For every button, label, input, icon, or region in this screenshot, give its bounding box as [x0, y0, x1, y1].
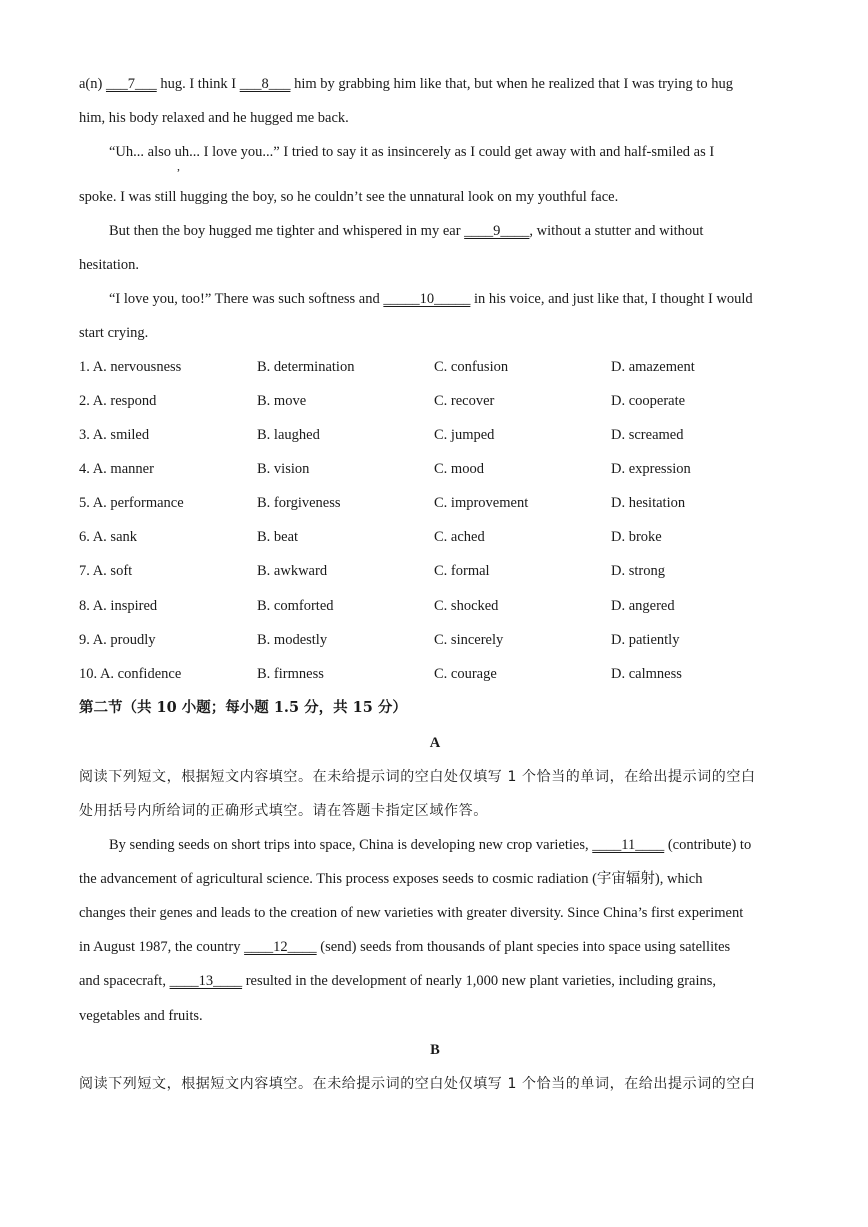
section-heading: 第二节（共 10 小题；每小题 1.5 分，共 15 分） — [79, 699, 407, 716]
blank-13: ____13____ — [169, 973, 243, 989]
instruction-line: 阅读下列短文，根据短文内容填空。在未给提示词的空白处仅填写 1 个恰当的单词，在给出提示词的空白 — [79, 769, 756, 785]
option-c: C. jumped — [434, 427, 495, 443]
part-b-title: B — [430, 1042, 440, 1058]
text: (contribute) to — [664, 837, 752, 853]
text: him by grabbing him like that, but when he realized that I was trying to hug — [290, 76, 733, 92]
option-d: D. amazement — [611, 359, 695, 375]
option-b: B. determination — [257, 359, 355, 375]
option-row — [79, 561, 791, 581]
text: hug. I think I — [156, 76, 240, 92]
option-row — [79, 596, 791, 616]
option-b: B. awkward — [257, 563, 328, 579]
part-a-title: A — [429, 735, 441, 751]
passage-line: the advancement of agricultural science. This process exposes seeds to cosmic radiation (宇宙辐射), which — [79, 871, 703, 887]
option-a: 2. A. respond — [79, 393, 157, 409]
stray-comma: , — [177, 159, 180, 173]
passage-line — [79, 74, 733, 94]
passage-line: spoke. I was still hugging the boy, so he couldn’t see the unnatural look on my youthful face. — [79, 189, 619, 205]
text: “I love you, too!” There was such softness and — [109, 291, 384, 307]
passage-line: hesitation. — [79, 257, 140, 273]
blank-7: ___7___ — [105, 76, 157, 92]
option-b: B. firmness — [257, 666, 324, 682]
instruction-line: 阅读下列短文，根据短文内容填空。在未给提示词的空白处仅填写 1 个恰当的单词，在给出提示词的空白 — [79, 1076, 756, 1092]
passage-line: changes their genes and leads to the creation of new varieties with greater diversity. Since China’s first experiment — [79, 905, 744, 921]
option-a: 3. A. smiled — [79, 427, 150, 443]
option-d: D. screamed — [611, 427, 684, 443]
option-a: 10. A. confidence — [79, 666, 182, 682]
text: and spacecraft, — [79, 973, 170, 989]
option-row — [79, 459, 791, 479]
option-b: B. modestly — [257, 632, 328, 648]
option-a: 6. A. sank — [79, 529, 137, 545]
option-b: B. forgiveness — [257, 495, 341, 511]
option-a: 4. A. manner — [79, 461, 154, 477]
option-a: 8. A. inspired — [79, 598, 158, 614]
text: a(n) — [79, 76, 106, 92]
text: , without a stutter and without — [529, 223, 704, 239]
option-c: C. formal — [434, 563, 490, 579]
option-a: 5. A. performance — [79, 495, 184, 511]
option-a: 7. A. soft — [79, 563, 133, 579]
option-d: D. angered — [611, 598, 675, 614]
passage-line: “Uh... also uh... I love you...” I tried to say it as insincerely as I could get away with and half-smiled as I — [109, 144, 715, 160]
option-c: C. mood — [434, 461, 484, 477]
option-c: C. sincerely — [434, 632, 504, 648]
option-row — [79, 527, 791, 547]
option-b: B. comforted — [257, 598, 334, 614]
option-d: D. expression — [611, 461, 691, 477]
instruction-line: 处用括号内所给词的正确形式填空。请在答题卡指定区域作答。 — [79, 803, 488, 819]
blank-8: ___8___ — [239, 76, 291, 92]
option-a: 1. A. nervousness — [79, 359, 182, 375]
option-row — [79, 664, 791, 684]
blank-12: ____12____ — [244, 939, 317, 955]
passage-line: start crying. — [79, 325, 149, 341]
text: But then the boy hugged me tighter and whispered in my ear — [109, 223, 465, 239]
passage-line — [79, 937, 730, 957]
option-c: C. shocked — [434, 598, 499, 614]
option-b: B. vision — [257, 461, 310, 477]
option-row — [79, 391, 791, 411]
option-c: C. improvement — [434, 495, 529, 511]
option-d: D. hesitation — [611, 495, 686, 511]
blank-11: ____11____ — [592, 837, 665, 853]
passage-line — [109, 221, 703, 241]
passage-line — [79, 971, 716, 991]
passage-line — [109, 835, 751, 855]
blank-10: _____10_____ — [383, 291, 471, 307]
passage-line: him, his body relaxed and he hugged me back. — [79, 110, 349, 126]
option-c: C. recover — [434, 393, 495, 409]
option-d: D. patiently — [611, 632, 680, 648]
option-row — [79, 630, 791, 650]
text: (send) seeds from thousands of plant species into space using satellites — [316, 939, 731, 955]
text: resulted in the development of nearly 1,000 new plant varieties, including grains, — [242, 973, 717, 989]
option-b: B. move — [257, 393, 307, 409]
text: in August 1987, the country — [79, 939, 245, 955]
text: By sending seeds on short trips into space, China is developing new crop varieties, — [109, 837, 593, 853]
option-a: 9. A. proudly — [79, 632, 156, 648]
option-d: D. cooperate — [611, 393, 686, 409]
passage-line: vegetables and fruits. — [79, 1008, 203, 1024]
option-d: D. calmness — [611, 666, 682, 682]
passage-line — [109, 289, 753, 309]
option-row — [79, 493, 791, 513]
option-d: D. strong — [611, 563, 665, 579]
option-row — [79, 357, 791, 377]
option-d: D. broke — [611, 529, 662, 545]
text: in his voice, and just like that, I thought I would — [470, 291, 753, 307]
option-c: C. courage — [434, 666, 497, 682]
option-c: C. confusion — [434, 359, 509, 375]
blank-9: ____9____ — [464, 223, 530, 239]
option-row — [79, 425, 791, 445]
option-c: C. ached — [434, 529, 485, 545]
option-b: B. beat — [257, 529, 299, 545]
option-b: B. laughed — [257, 427, 320, 443]
